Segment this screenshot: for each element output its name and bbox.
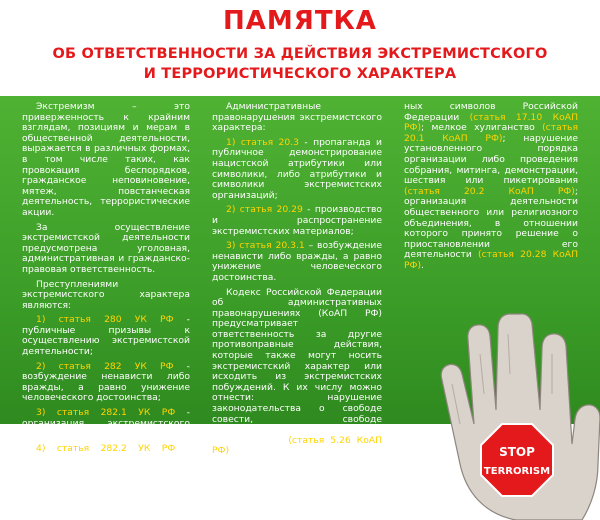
cont-text-2: ; мелкое хулиганство: [421, 122, 543, 134]
koap-paragraph: [212, 288, 382, 479]
stop-hand-illustration: [432, 314, 600, 520]
stop-sign-icon: [481, 424, 553, 496]
content-panel: [0, 96, 600, 478]
crime-text-1: - публичные призывы к осуществлению экстремистской деятельности;: [22, 314, 190, 358]
admin-text-1: - пропаганда и публичное демонстрирование нацистской атрибутики или символики, либо атрибутики и символики экстремистских организаций;: [212, 136, 382, 201]
cont-ref-2028: (статья 20.28 КоАП РФ): [404, 249, 578, 271]
admin-text-3: – возбуждение ненависти либо вражды, а равно унижение человеческого достоинства.: [212, 240, 382, 283]
crime-ref-3: 3) статья 282.1 УК РФ: [36, 407, 176, 419]
cont-text-4: ; организация деятельности общественного или религиозного объединения, в отношении которого принято решение о приостановлении его деятельности: [404, 185, 578, 261]
cont-ref-1710: (статья 17.10 КоАП РФ): [404, 111, 578, 134]
subtitle-line-2: И ТЕРРОРИСТИЧЕСКОГО ХАРАКТЕРА: [143, 66, 457, 82]
admin-item-3: [212, 241, 382, 283]
stop-sign-line-1: STOP: [499, 445, 535, 459]
cont-text-5: .: [421, 259, 424, 271]
koap-ref-526: (статья 5.26 КоАП РФ): [212, 434, 383, 457]
crime-ref-4: 4) статья 282.2 УК РФ: [36, 442, 176, 454]
crime-item-1: [22, 315, 190, 357]
header: [0, 0, 600, 96]
crime-item-4: [22, 444, 190, 476]
stop-sign-line-2: TERRORISM: [483, 466, 551, 477]
crime-text-3: - организация экстремистского сообщества;: [22, 407, 190, 440]
crime-text-4: - организация деятельности экстремистской организации.: [22, 442, 190, 475]
page-title: ПАМЯТКА: [223, 6, 377, 36]
crime-ref-1: 1) статья 280 УК РФ: [36, 314, 174, 326]
koap-tail: ; нарушение порядка официального использования государствен-: [212, 445, 382, 478]
crimes-intro: Преступлениями экстремистского характера являются:: [22, 278, 190, 311]
cont-text-1: ных символов Российской Федерации: [404, 101, 578, 123]
cont-ref-202: (статья 20.2 КоАП РФ): [404, 185, 575, 197]
column-continuation: [404, 102, 578, 276]
crime-item-2: [22, 362, 190, 404]
crime-item-3: [22, 408, 190, 440]
continuation-paragraph: [404, 102, 578, 272]
crime-ref-2: 2) статья 282 УК РФ: [36, 360, 174, 372]
admin-text-2: - производство и распространение экстремистских материалов;: [212, 204, 382, 237]
admin-intro: Административные правонарушения экстремистского характера:: [212, 101, 382, 134]
column-criminal: [22, 102, 190, 480]
koap-text: Кодекс Российской Федерации об административных правонарушениях (КоАП РФ) предусматривает ответственность за другие противоправные действия, которые также могут носить экстремистский характер или исходить из экстремистских побуждений. К их числу можно отнести: нарушение законодательства о свободе совести, свободе вероисповедания и о религиозных объединениях: [212, 286, 382, 446]
responsibility-text: За осуществление экстремистской деятельности предусмотрена уголовная, административная и гражданско-правовая ответственность.: [22, 221, 190, 275]
admin-item-1: [212, 138, 382, 202]
admin-item-2: [212, 205, 382, 237]
extremism-definition: Экстремизм – это приверженность к крайним взглядам, позициям и мерам в общественной деятельности, выражается в различных формах, в том числе таких, как провокация беспорядков, гражданское неповиновение, мятеж, повстанческая деятельность, террористические акции.: [22, 101, 190, 218]
crime-text-2: - возбуждение ненависти либо вражды, а равно унижение человеческого достоинства;: [22, 360, 190, 404]
subtitle-line-1: ОБ ОТВЕТСТВЕННОСТИ ЗА ДЕЙСТВИЯ ЭКСТРЕМИСТСКОГО: [52, 46, 548, 62]
column-administrative: [212, 102, 382, 482]
admin-ref-2: 2) статья 20.29: [226, 204, 303, 216]
cont-text-3: ; нарушение установленного порядка организации либо проведения собрания, митинга, демонстрации, шествия или пикетирования: [404, 132, 578, 187]
admin-ref-1: 1) статья 20.3: [226, 136, 299, 148]
admin-ref-3: 3) статья 20.3.1: [226, 240, 305, 252]
cont-ref-201: (статья 20.1 КоАП РФ): [404, 122, 578, 144]
